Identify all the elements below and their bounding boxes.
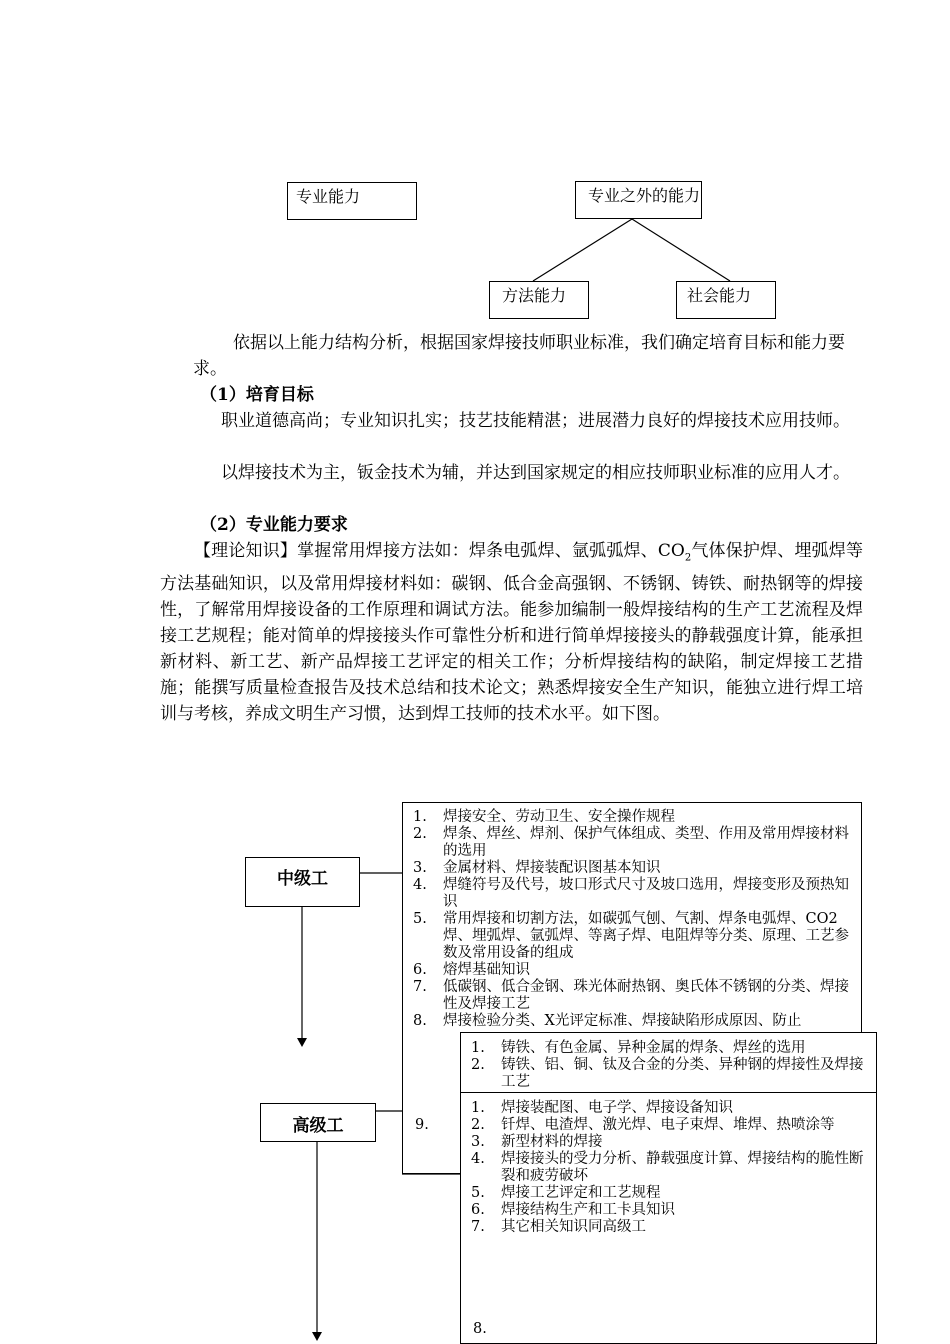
goals-heading: （1）培育目标 (200, 385, 314, 405)
professional-ability-box (287, 182, 417, 220)
item-number: 2. (413, 826, 427, 842)
item-text: 新型材料的焊接 (501, 1134, 603, 1150)
requirements-heading: （2）专业能力要求 (200, 515, 348, 535)
item-number: 1. (471, 1040, 485, 1056)
advanced-item (461, 1057, 876, 1091)
requirements-paragraph (160, 538, 863, 727)
item-number: 6. (471, 1202, 485, 1218)
item-text: 焊接安全、劳动卫生、安全操作规程 (443, 809, 675, 825)
item-number: 1. (413, 809, 427, 825)
intermediate-level-box (245, 857, 360, 907)
item-text: 焊接工艺评定和工艺规程 (501, 1185, 661, 1201)
technician-item (461, 1117, 876, 1134)
intermediate-knowledge-list (403, 803, 859, 1030)
item-number: 1. (471, 1100, 485, 1116)
intermediate-item (403, 979, 859, 1013)
item-number: 3. (471, 1134, 485, 1150)
item-text: 焊接接头的受力分析、静载强度计算、焊接结构的脆性断裂和疲劳破坏 (501, 1151, 864, 1184)
professional-ability-label: 专业能力 (296, 187, 361, 206)
item-text: 铸铁、铝、铜、钛及合金的分类、异种钢的焊接性及焊接工艺 (501, 1057, 864, 1090)
technician-item (461, 1185, 876, 1202)
item-number: 3. (413, 860, 427, 876)
advanced-knowledge-box (460, 1032, 877, 1093)
method-ability-label: 方法能力 (502, 286, 567, 305)
technician-item (461, 1202, 876, 1219)
social-ability-box (676, 281, 776, 319)
requirements-text-b: 气体保护焊、埋弧焊等方法基础知识，以及常用焊接材料如：碳钢、低合金高强钢、不锈钢、铸铁、耐热钢等的焊接性，了解常用焊接设备的工作原理和调试方法。能参加编制一般焊接结构的生产工艺流程及焊接工艺规程；能对简单的焊接接头作可靠性分析和进行简单焊接接头的静载强度计算，能承担新材料、新工艺、新产品焊接工艺评定的相关工作；分析焊接结构的缺陷，制定焊接工艺措施；能撰写质量检查报告及技术总结和技术论文；熟悉焊接安全生产知识，能独立进行焊工培训与考核，养成文明生产习惯，达到焊工技师的技术水平。如下图。 (160, 541, 863, 725)
goals-paragraph-2: 以焊接技术为主，钣金技术为辅，并达到国家规定的相应技师职业标准的应用人才。 (221, 463, 850, 483)
technician-knowledge-list (461, 1093, 876, 1236)
item-number: 5. (471, 1185, 485, 1201)
item-text: 低碳钢、低合金钢、珠光体耐热钢、奥氏体不锈钢的分类、焊接性及焊接工艺 (443, 979, 849, 1012)
advanced-level-label: 高级工 (292, 1116, 344, 1136)
item-text: 焊接检验分类、X光评定标准、焊接缺陷形成原因、防止 (443, 1013, 802, 1029)
item-text: 熔焊基础知识 (443, 962, 530, 978)
intermediate-item (403, 1013, 859, 1030)
item-number: 2. (471, 1057, 485, 1073)
item-text: 焊接装配图、电子学、焊接设备知识 (501, 1100, 733, 1116)
technician-knowledge-box (460, 1092, 877, 1344)
advanced-item (461, 1040, 876, 1057)
item-number: 6. (413, 962, 427, 978)
intermediate-item (403, 826, 859, 860)
intermediate-item (403, 962, 859, 979)
item-text: 金属材料、焊接装配识图基本知识 (443, 860, 661, 876)
item-number: 2. (471, 1117, 485, 1133)
beyond-ability-box (575, 181, 702, 219)
technician-item (461, 1219, 876, 1236)
item-number: 4. (471, 1151, 485, 1167)
advanced-level-box (260, 1103, 376, 1142)
beyond-ability-label: 专业之外的能力 (588, 186, 701, 205)
intermediate-item (403, 860, 859, 877)
advanced-knowledge-list (461, 1033, 876, 1091)
co2-subscript: 2 (684, 552, 692, 564)
technician-item (461, 1151, 876, 1185)
technician-item (461, 1100, 876, 1117)
item-text: 其它相关知识同高级工 (501, 1219, 646, 1235)
item-text: 焊接结构生产和工卡具知识 (501, 1202, 675, 1218)
method-ability-box (489, 281, 589, 319)
item-number: 8. (413, 1013, 427, 1029)
intermediate-level-label: 中级工 (277, 869, 328, 889)
intermediate-item (403, 911, 859, 962)
intermediate-item (403, 877, 859, 911)
social-ability-label: 社会能力 (687, 286, 752, 305)
technician-item-8: 8. (473, 1321, 487, 1337)
item-number: 5. (413, 911, 427, 927)
goals-paragraph-1: 职业道德高尚；专业知识扎实；技艺技能精湛；进展潜力良好的焊接技术应用技师。 (221, 411, 850, 431)
item-number: 4. (413, 877, 427, 893)
item-number: 7. (471, 1219, 485, 1235)
item-text: 焊条、焊丝、焊剂、保护气体组成、类型、作用及常用焊接材料的选用 (443, 826, 849, 859)
technician-item (461, 1134, 876, 1151)
item-text: 铸铁、有色金属、异种金属的焊条、焊丝的选用 (501, 1040, 806, 1056)
intro-paragraph: 依据以上能力结构分析，根据国家焊接技师职业标准，我们确定培育目标和能力要求。 (193, 333, 845, 379)
item-text: 钎焊、电渣焊、激光焊、电子束焊、堆焊、热喷涂等 (501, 1117, 835, 1133)
intermediate-item-9: 9. (415, 1117, 429, 1133)
intermediate-item (403, 809, 859, 826)
requirements-text-a: 【理论知识】掌握常用焊接方法如：焊条电弧焊、氩弧弧焊、CO (194, 541, 685, 561)
item-number: 7. (413, 979, 427, 995)
item-text: 焊缝符号及代号，坡口形式尺寸及坡口选用，焊接变形及预热知识 (443, 877, 849, 910)
item-text: 常用焊接和切割方法，如碳弧气刨、气割、焊条电弧焊、CO2焊、埋弧焊、氩弧焊、等离子焊、电阻焊等分类、原理、工艺参数及常用设备的组成 (443, 911, 849, 961)
